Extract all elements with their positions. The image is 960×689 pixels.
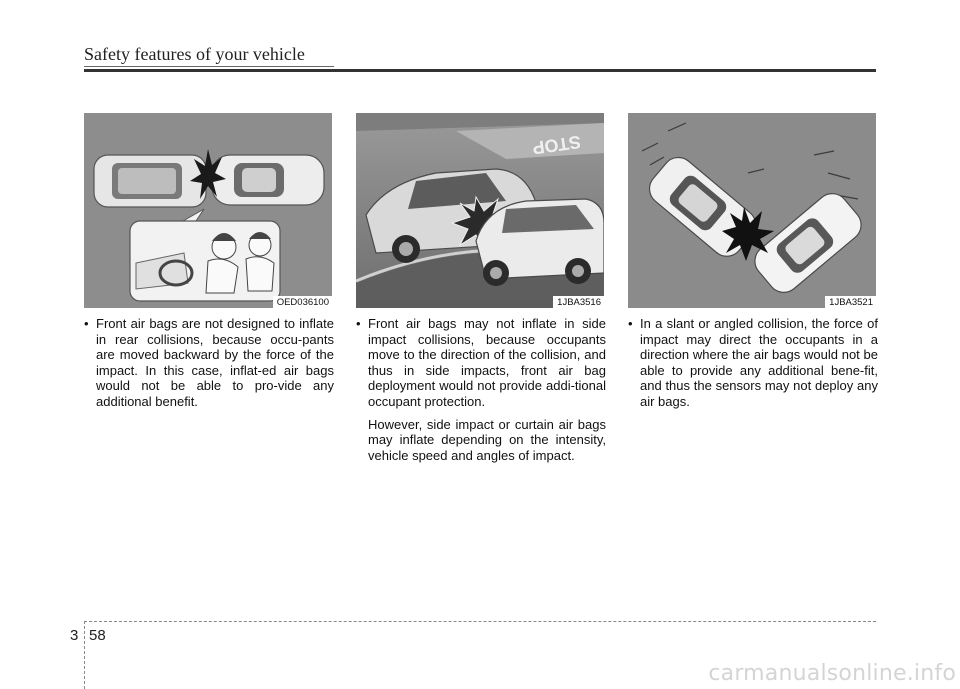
bullet-side-impact: • Front air bags may not inflate in side impact collisions, because occupants move to the direction of the collision, and thus in side impacts, front air bag deployment would not provide addi-tional occupant protection. [356, 316, 606, 410]
footer-rule [84, 621, 876, 622]
figure-rear-collision [84, 113, 332, 308]
page-number: 58 [89, 627, 106, 644]
footer-divider [84, 621, 85, 689]
page-header-title: Safety features of your vehicle [84, 44, 305, 64]
rear-collision-illustration [84, 113, 332, 308]
paragraph-side-curtain-airbags: However, side impact or curtain air bags may inflate depending on the intensity, vehicle speed and angles of impact. [368, 416, 606, 463]
column-1-text [84, 316, 334, 410]
figure-angled-collision [628, 113, 876, 308]
header-rule-thin [84, 66, 334, 67]
column-2-text [356, 316, 606, 463]
column-3-text [628, 316, 878, 410]
chapter-number: 3 [70, 627, 79, 644]
figure-code: 1JBA3521 [825, 296, 876, 308]
road-stop-text: STOP [531, 131, 583, 159]
figure-code: OED036100 [273, 296, 332, 308]
figure-code: 1JBA3516 [553, 296, 604, 308]
angled-collision-illustration [628, 113, 876, 308]
side-impact-illustration [356, 113, 604, 308]
bullet-angled-collision: • In a slant or angled collision, the force of impact may direct the occupants in a direction where the air bags would not be able to provide any additional bene-fit, and thus the sensors may not deploy any air bags. [628, 316, 878, 410]
header-rule [84, 69, 876, 72]
figure-side-impact [356, 113, 604, 308]
watermark: carmanualsonline.info [708, 661, 956, 686]
bullet-rear-collisions: • Front air bags are not designed to inflate in rear collisions, because occu-pants are moved backward by the force of the impact. In this case, inflat-ed air bags would not be able to pro-vide any additional benefit. [84, 316, 334, 410]
